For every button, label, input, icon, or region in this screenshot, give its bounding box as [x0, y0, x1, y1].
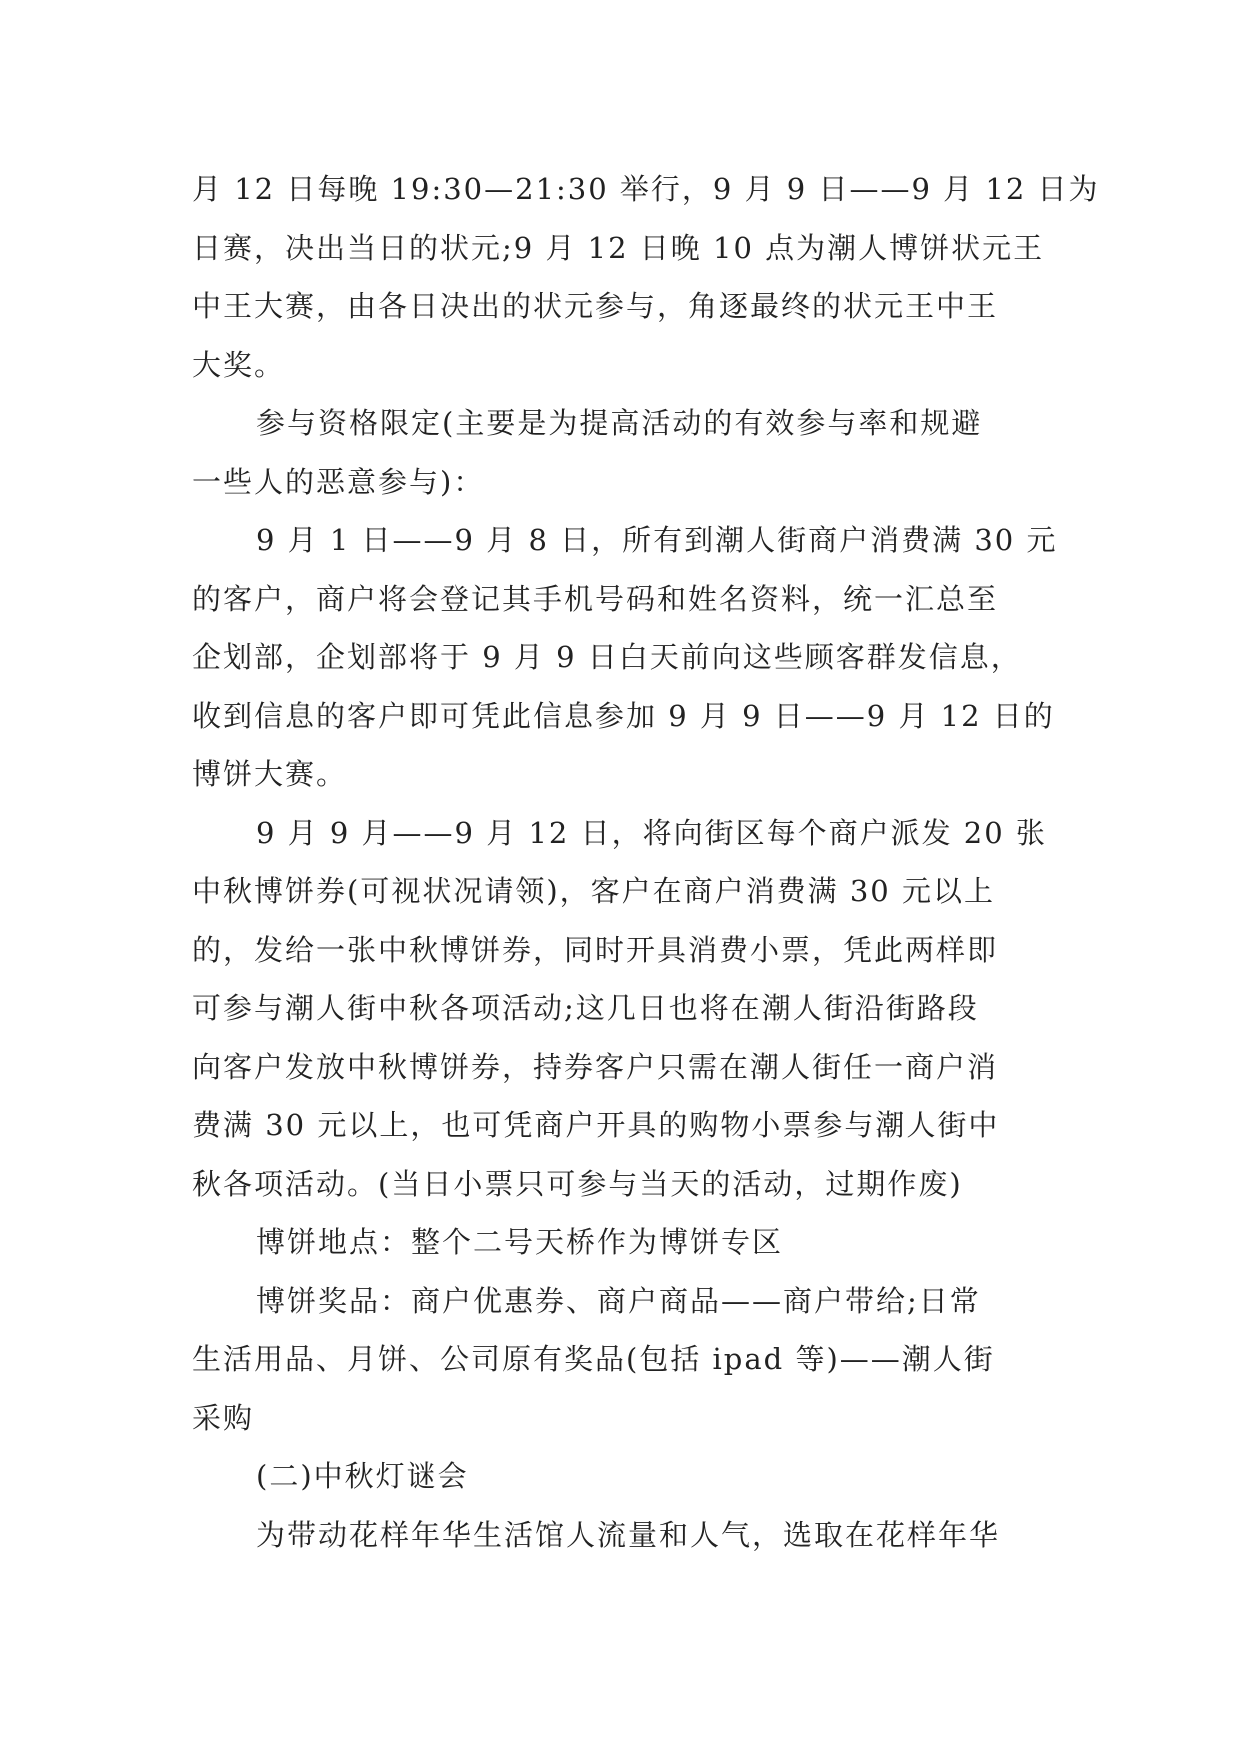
text-line: 秋各项活动。(当日小票只可参与当天的活动，过期作废) — [192, 1166, 963, 1201]
text-line: 费满 30 元以上，也可凭商户开具的购物小票参与潮人街中 — [192, 1108, 1000, 1142]
text-line: 中王大赛，由各日决出的状元参与，角逐最终的状元王中王 — [192, 289, 999, 323]
text-line: 大奖。 — [192, 347, 286, 382]
section-heading: (二)中秋灯谜会 — [256, 1459, 469, 1493]
text-line: 生活用品、月饼、公司原有奖品(包括 ipad 等)——潮人街 — [192, 1342, 995, 1376]
text-line: 可参与潮人街中秋各项活动;这几日也将在潮人街沿街路段 — [192, 991, 979, 1025]
text-line: 博饼奖品：商户优惠券、商户商品——商户带给;日常 — [256, 1283, 981, 1318]
text-line: 为带动花样年华生活馆人流量和人气，选取在花样年华 — [256, 1517, 1001, 1552]
text-line: 中秋博饼券(可视状况请领)，客户在商户消费满 30 元以上 — [192, 874, 995, 908]
text-line: 博饼地点：整个二号天桥作为博饼专区 — [256, 1225, 784, 1259]
text-line: 的客户，商户将会登记其手机号码和姓名资料，统一汇总至 — [192, 581, 999, 616]
text-line: 企划部，企划部将于 9 月 9 日白天前向这些顾客群发信息， — [192, 640, 1022, 674]
text-line: 的，发给一张中秋博饼券，同时开具消费小票，凭此两样即 — [192, 932, 999, 967]
text-line: 博饼大赛。 — [192, 757, 348, 791]
text-line: 一些人的恶意参与)： — [192, 464, 485, 499]
text-line: 日赛，决出当日的状元;9 月 12 日晚 10 点为潮人博饼状元王 — [192, 230, 1045, 265]
text-line: 9 月 9 月——9 月 12 日，将向街区每个商户派发 20 张 — [256, 815, 1047, 850]
text-line: 9 月 1 日——9 月 8 日，所有到潮人街商户消费满 30 元 — [256, 523, 1058, 557]
document-body — [192, 160, 1100, 1564]
text-line: 月 12 日每晚 19:30—21:30 举行，9 月 9 日——9 月 12 日为 — [192, 172, 1100, 206]
text-line: 采购 — [192, 1400, 255, 1435]
text-line: 收到信息的客户即可凭此信息参加 9 月 9 日——9 月 12 日的 — [192, 698, 1055, 733]
text-line: 向客户发放中秋博饼券，持券客户只需在潮人街任一商户消 — [192, 1049, 999, 1084]
text-line: 参与资格限定(主要是为提高活动的有效参与率和规避 — [256, 406, 983, 440]
